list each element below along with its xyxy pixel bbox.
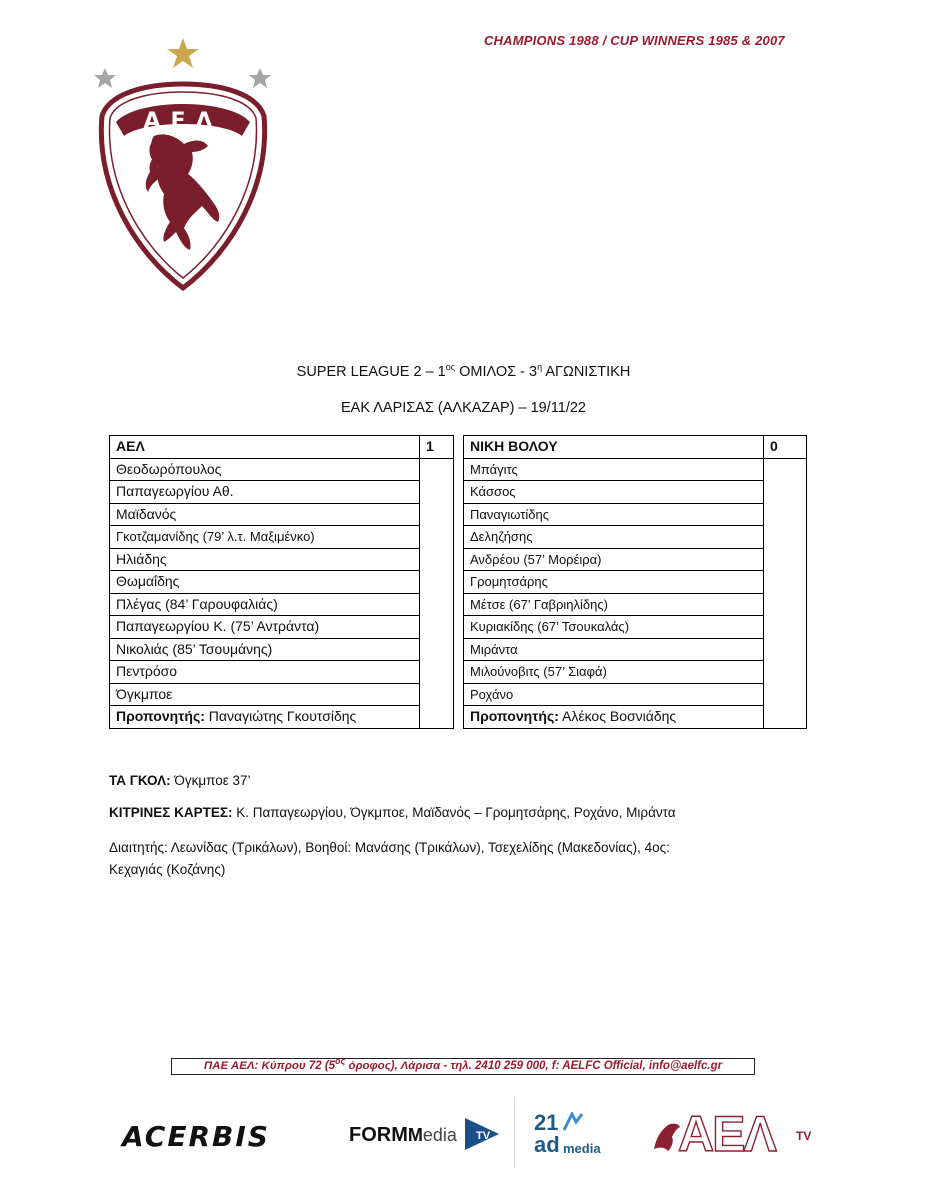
venue-date: ΕΑΚ ΛΑΡΙΣΑΣ (ΑΛΚΑΖΑΡ) – 19/11/22 [341,400,586,416]
away-score-column [764,458,807,728]
home-player: Μαϊδανός [110,503,420,526]
ael-tv-logo [650,1105,835,1165]
table-row [464,436,807,459]
ael-tv-suffix: TV [796,1129,812,1143]
table-row [464,571,807,594]
home-player: Παπαγεωργίου Κ. (75’ Αντράντα) [110,616,420,639]
media21-number: 21 [534,1110,559,1135]
home-player: Ηλιάδης [110,548,420,571]
home-player: Νικολιάς (85’ Τσουμάνης) [110,638,420,661]
play-triangle-icon [463,1116,501,1152]
table-row [464,503,807,526]
away-player: Μιράντα [464,638,764,661]
goals-label: ΤΑ ΓΚΟΛ: [109,773,171,788]
table-row [464,683,807,706]
svg-text:TV: TV [476,1130,491,1142]
competition-title [0,364,927,380]
contact-part: ΠΑΕ ΑΕΛ: Κύπρου 72 (5 [203,1060,336,1072]
gold-star-icon [167,38,199,68]
home-player: Θωμαΐδης [110,571,420,594]
cards-label: ΚΙΤΡΙΝΕΣ ΚΑΡΤΕΣ: [109,805,233,820]
coach-name: Αλέκος Βοσνιάδης [558,708,677,725]
table-row [110,548,454,571]
title-part: ΑΓΩΝΙΣΤΙΚΗ [542,364,631,380]
home-player: Όγκμποε [110,683,420,706]
table-row [464,706,807,729]
acerbis-logo: ACERBIS [122,1120,270,1153]
silver-star-right-icon [249,68,271,88]
table-row [464,593,807,616]
table-row [110,683,454,706]
footer-contact [171,1058,755,1075]
title-superscript: η [537,362,543,373]
table-row [110,616,454,639]
away-player: Ροχάνο [464,683,764,706]
table-row [464,548,807,571]
silver-star-left-icon [94,68,116,88]
formedia-text-a: FORM [349,1124,408,1146]
home-score-column [420,458,454,728]
home-lineup-table [109,435,454,729]
table-row [110,481,454,504]
coach-label: Προπονητής: [116,708,205,725]
formedia-text-b: edia [422,1125,457,1145]
away-player: Μιλούνοβιτς (57’ Σιαφά) [464,661,764,684]
title-superscript: ος [445,362,456,373]
home-player: Θεοδωρόπουλος [110,458,420,481]
away-player: Κυριακίδης (67’ Τσουκαλάς) [464,616,764,639]
away-player: Κάσσος [464,481,764,504]
header-titles-note: CHAMPIONS 1988 / CUP WINNERS 1985 & 2007 [484,33,785,48]
ael-crest-logo [92,36,274,294]
away-player: Μπάγιτς [464,458,764,481]
away-lineup-table [463,435,807,729]
contact-superscript: ος [335,1058,346,1067]
contact-part: όροφος), Λάρισα - τηλ. 2410 259 000, f: AELFC Official, info@aelfc.gr [345,1060,723,1072]
away-score: 0 [764,436,807,459]
home-coach [110,706,420,729]
goals-value: Όγκμποε 37’ [170,773,251,788]
away-team-name: ΝΙΚΗ ΒΟΛΟΥ [464,436,764,459]
crest-letters: ΑΕΛ [143,109,223,134]
table-row [110,571,454,594]
away-player: Ανδρέου (57’ Μορέιρα) [464,548,764,571]
table-row [110,458,454,481]
table-row [464,526,807,549]
table-row [464,638,807,661]
table-row [464,616,807,639]
table-row [110,503,454,526]
table-row [110,706,454,729]
home-player: Πεντρόσο [110,661,420,684]
table-row [464,481,807,504]
coach-label: Προπονητής: [470,708,559,725]
media21-mark-icon [562,1112,584,1132]
goals-line [109,773,251,788]
table-row [464,458,807,481]
ael-tv-letters: ΑΕΛ [678,1106,775,1162]
title-part: ΟΜΙΛΟΣ - 3 [455,364,538,380]
away-player: Γρομητσάρης [464,571,764,594]
media21-media: media [563,1141,601,1156]
yellow-cards-line [109,805,676,820]
table-row [464,661,807,684]
table-row [110,436,454,459]
cards-value: Κ. Παπαγεωργίου, Όγκμποε, Μαϊδανός – Γρομητσάρης, Ροχάνο, Μιράντα [232,805,676,820]
away-player: Παναγιωτίδης [464,503,764,526]
home-score: 1 [420,436,454,459]
table-row [110,638,454,661]
21admedia-logo [528,1110,618,1162]
title-part: SUPER LEAGUE 2 – 1 [296,364,446,380]
away-player: Μέτσε (67’ Γαβριηλίδης) [464,593,764,616]
referees-line: Διαιτητής: Λεωνίδας (Τρικάλων), Βοηθοί: Μανάσης (Τρικάλων), Τσεχελίδης (Μακεδονίας), 4ος: [109,840,670,855]
table-row [110,593,454,616]
home-player: Παπαγεωργίου Αθ. [110,481,420,504]
home-player: Πλέγας (84’ Γαρουφαλιάς) [110,593,420,616]
table-row [110,526,454,549]
referees-line-continued: Κεχαγιάς (Κοζάνης) [109,862,226,877]
away-coach [464,706,764,729]
logo-divider [514,1098,515,1168]
away-player: Δεληζήσης [464,526,764,549]
table-row [110,661,454,684]
home-team-name: ΑΕΛ [110,436,420,459]
coach-name: Παναγιώτης Γκουτσίδης [204,708,357,725]
media21-ad: ad [534,1132,560,1157]
home-player: Γκοτζαμανίδης (79’ λ.τ. Μαξιμένκο) [110,526,420,549]
